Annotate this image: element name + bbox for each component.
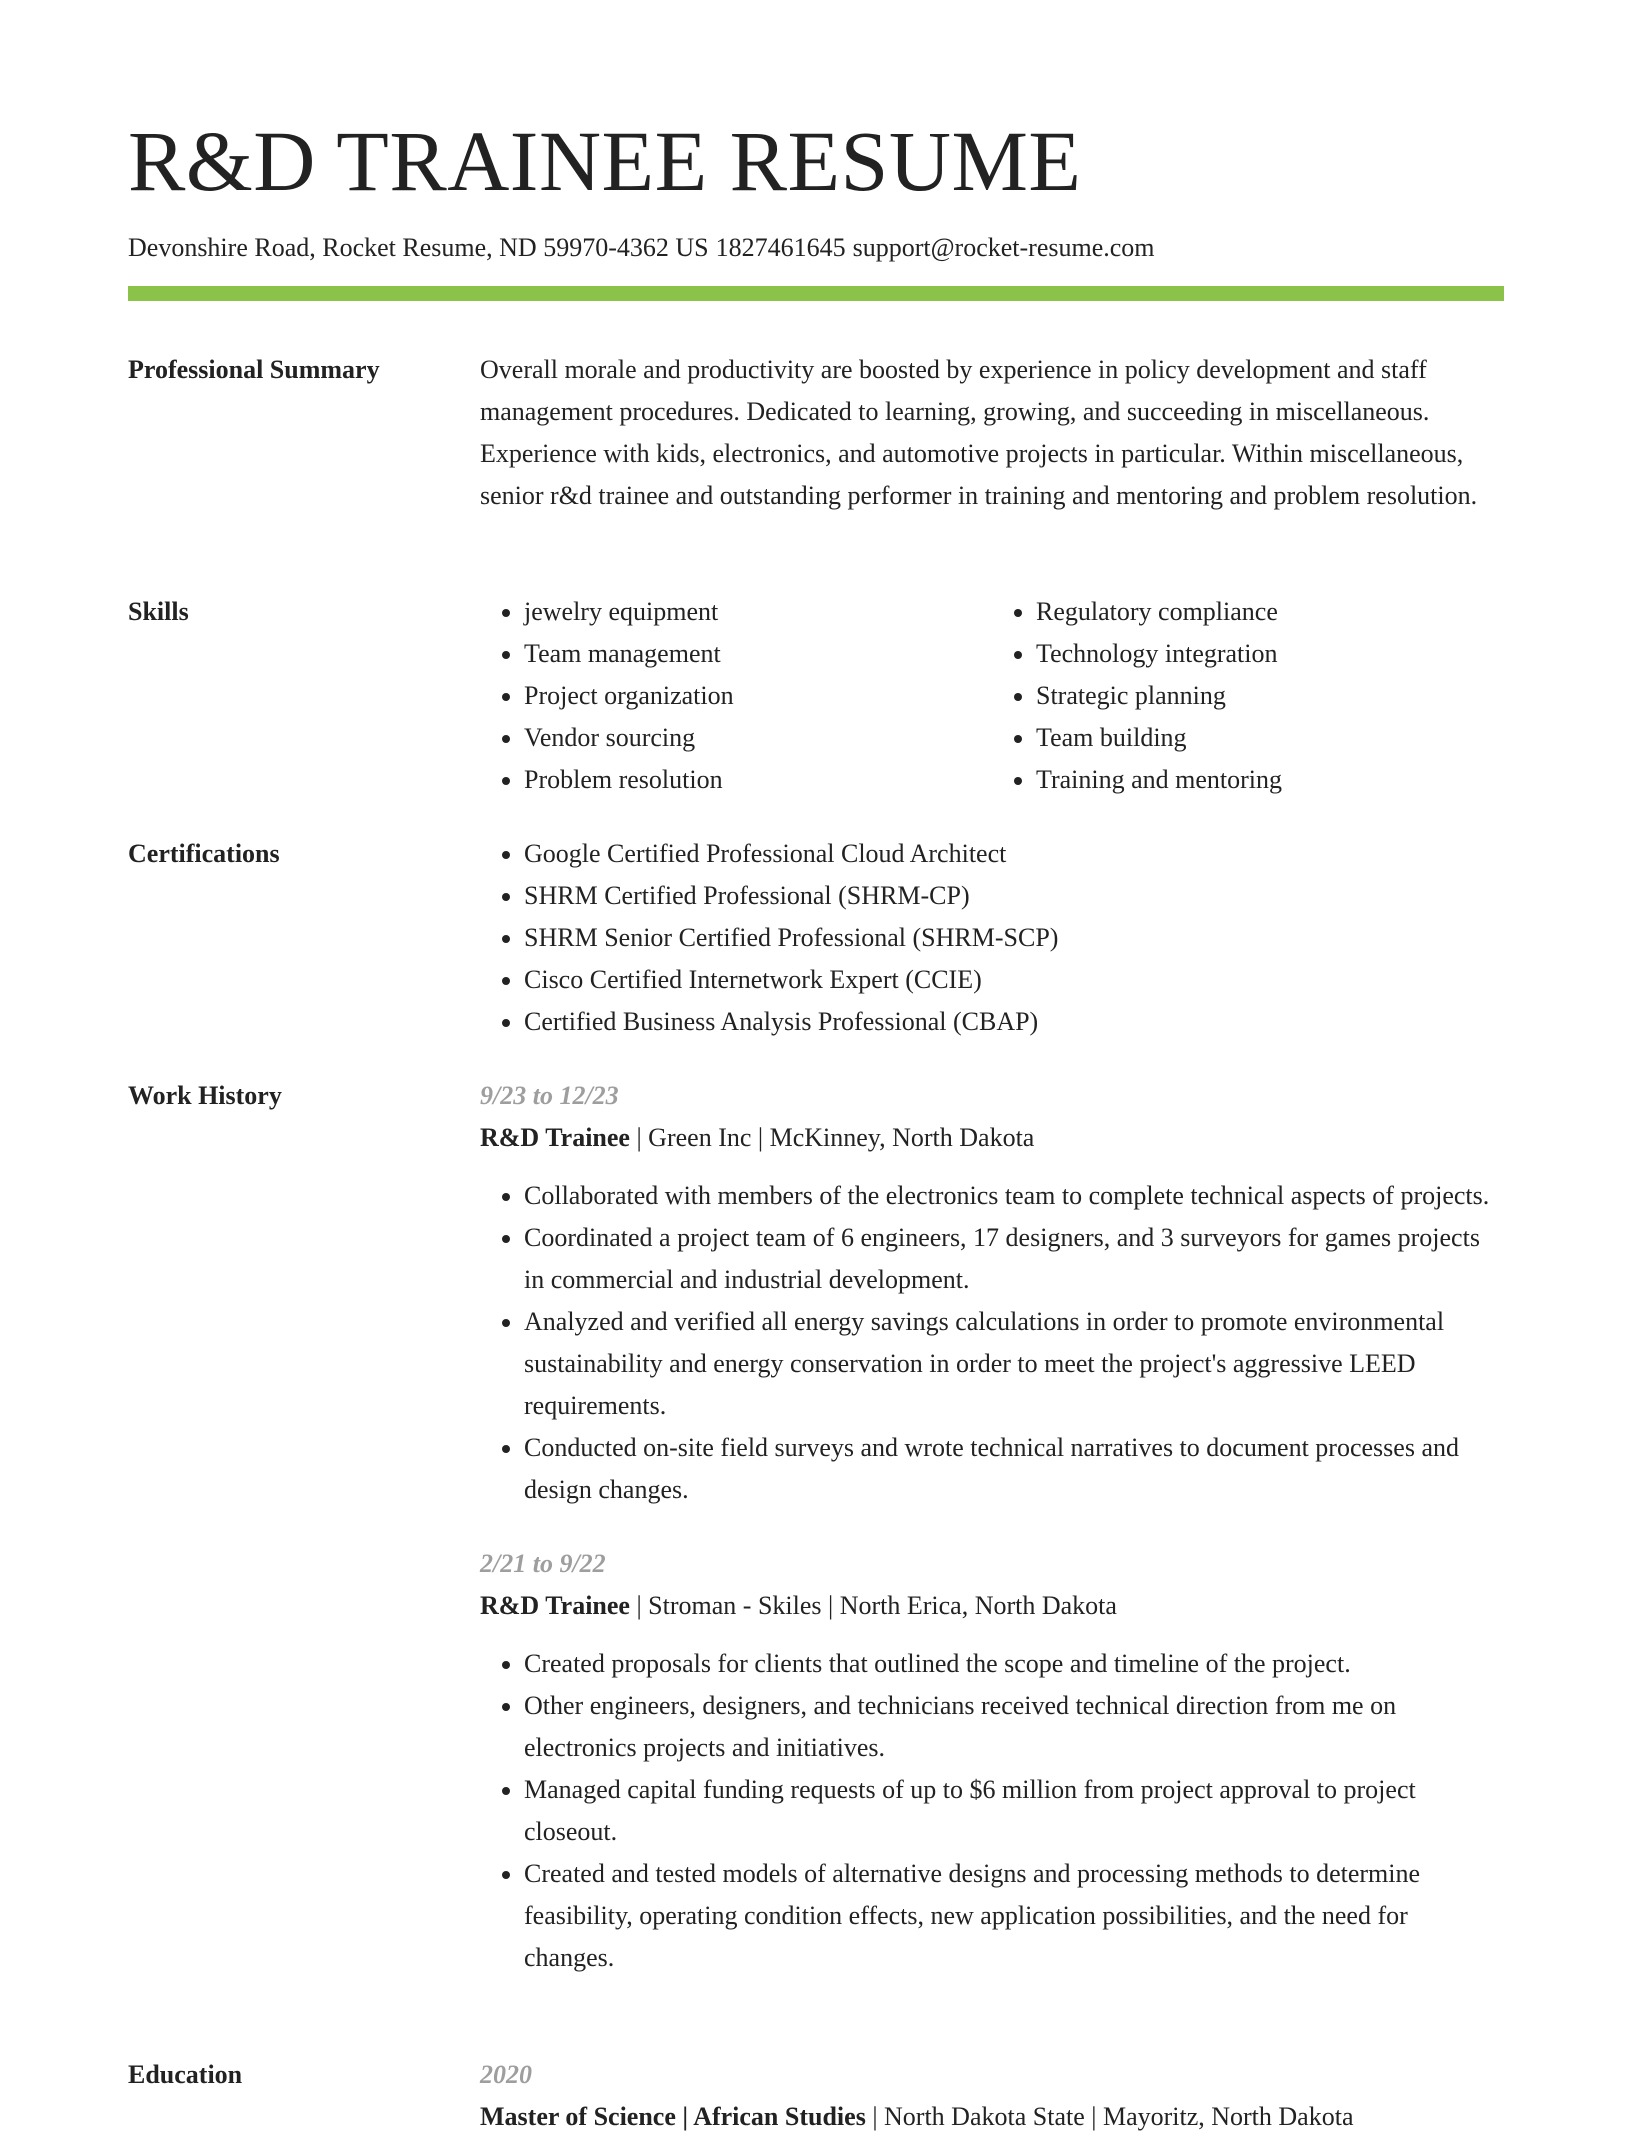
education-line: Master of Science | African Studies | North Dakota State | Mayoritz, North Dakota (480, 2102, 1354, 2131)
job-details: | Green Inc | McKinney, North Dakota (629, 1123, 1035, 1152)
job-bullet: • Other engineers, designers, and technicians received technical direction from me on electronics projects and initiatives. (524, 1685, 1504, 1769)
degree: Master of Science (480, 2102, 676, 2131)
skill-item: • Strategic planning (1036, 675, 1504, 717)
education-body (480, 2054, 1504, 2138)
skill-item: • Problem resolution (524, 759, 992, 801)
skills-list-left (480, 591, 992, 801)
skill-item: • Project organization (524, 675, 992, 717)
school-details: | North Dakota State | Mayoritz, North Dakota (865, 2102, 1354, 2131)
certification-item: • Cisco Certified Internetwork Expert (CCIE) (524, 959, 1504, 1001)
work-history-body (480, 1075, 1504, 1979)
contact-line (128, 232, 1155, 264)
job-title-line (480, 1117, 1504, 1159)
job-entry (480, 1075, 1504, 1511)
job-bullet: • Created and tested models of alternative designs and processing methods to determine feasibility, operating condition effects, new application possibilities, and the need for changes. (524, 1853, 1504, 1979)
certification-item: • Certified Business Analysis Professional (CBAP) (524, 1001, 1504, 1043)
certification-item: • SHRM Certified Professional (SHRM-CP) (524, 875, 1504, 917)
field-of-study: African Studies (693, 2102, 866, 2131)
job-role: R&D Trainee (480, 1591, 630, 1620)
job-details: | Stroman - Skiles | North Erica, North Dakota (629, 1591, 1117, 1620)
certifications-heading: Certifications (128, 839, 280, 868)
job-bullet: • Conducted on-site field surveys and wrote technical narratives to document processes and design changes. (524, 1427, 1504, 1511)
phone: 1827461645 (715, 233, 846, 262)
email: support@rocket-resume.com (852, 233, 1155, 262)
job-bullet: • Analyzed and verified all energy savings calculations in order to promote environmental sustainability and energy conservation in order to meet the project's aggressive LEED requirements. (524, 1301, 1504, 1427)
job-dates: 2/21 to 9/22 (480, 1549, 606, 1578)
job-dates: 9/23 to 12/23 (480, 1081, 619, 1110)
skill-item: • Training and mentoring (1036, 759, 1504, 801)
job-entry (480, 1543, 1504, 1979)
skills-list-right (992, 591, 1504, 801)
summary-body (480, 349, 1504, 517)
job-bullet: • Collaborated with members of the electronics team to complete technical aspects of projects. (524, 1175, 1504, 1217)
job-bullets (480, 1643, 1504, 1979)
certifications-body (480, 833, 1504, 1043)
skills-body (480, 591, 1504, 801)
summary-heading: Professional Summary (128, 355, 380, 384)
job-bullet: • Managed capital funding requests of up to $6 million from project approval to project closeout. (524, 1769, 1504, 1853)
job-bullet: • Coordinated a project team of 6 engineers, 17 designers, and 3 surveyors for games projects in commercial and industrial development. (524, 1217, 1504, 1301)
skill-item: • Technology integration (1036, 633, 1504, 675)
work-history-heading: Work History (128, 1081, 282, 1110)
skill-item: • jewelry equipment (524, 591, 992, 633)
certification-item: • SHRM Senior Certified Professional (SHRM-SCP) (524, 917, 1504, 959)
job-bullet: • Created proposals for clients that outlined the scope and timeline of the project. (524, 1643, 1504, 1685)
job-role: R&D Trainee (480, 1123, 630, 1152)
certifications-list (480, 833, 1504, 1043)
education-year: 2020 (480, 2060, 532, 2089)
certification-item: • Google Certified Professional Cloud Architect (524, 833, 1504, 875)
resume-title: R&D TRAINEE RESUME (128, 113, 1082, 209)
address: Devonshire Road, Rocket Resume, ND 59970-4362 US (128, 233, 709, 262)
education-heading: Education (128, 2060, 243, 2089)
skill-item: • Team management (524, 633, 992, 675)
summary-text: Overall morale and productivity are boosted by experience in policy development and staff management procedures. Dedicated to learning, growing, and succeeding in miscellaneous. Experience with kids, electronics, and automotive projects in particular. Within miscellaneous, senior r&d trainee and outstanding performer in training and mentoring and problem resolution. (480, 355, 1478, 510)
header-divider (128, 286, 1504, 301)
skill-item: • Team building (1036, 717, 1504, 759)
skills-heading: Skills (128, 597, 189, 626)
skill-item: • Regulatory compliance (1036, 591, 1504, 633)
job-bullets (480, 1175, 1504, 1511)
job-title-line (480, 1585, 1504, 1627)
skill-item: • Vendor sourcing (524, 717, 992, 759)
skills-grid (480, 591, 1504, 801)
